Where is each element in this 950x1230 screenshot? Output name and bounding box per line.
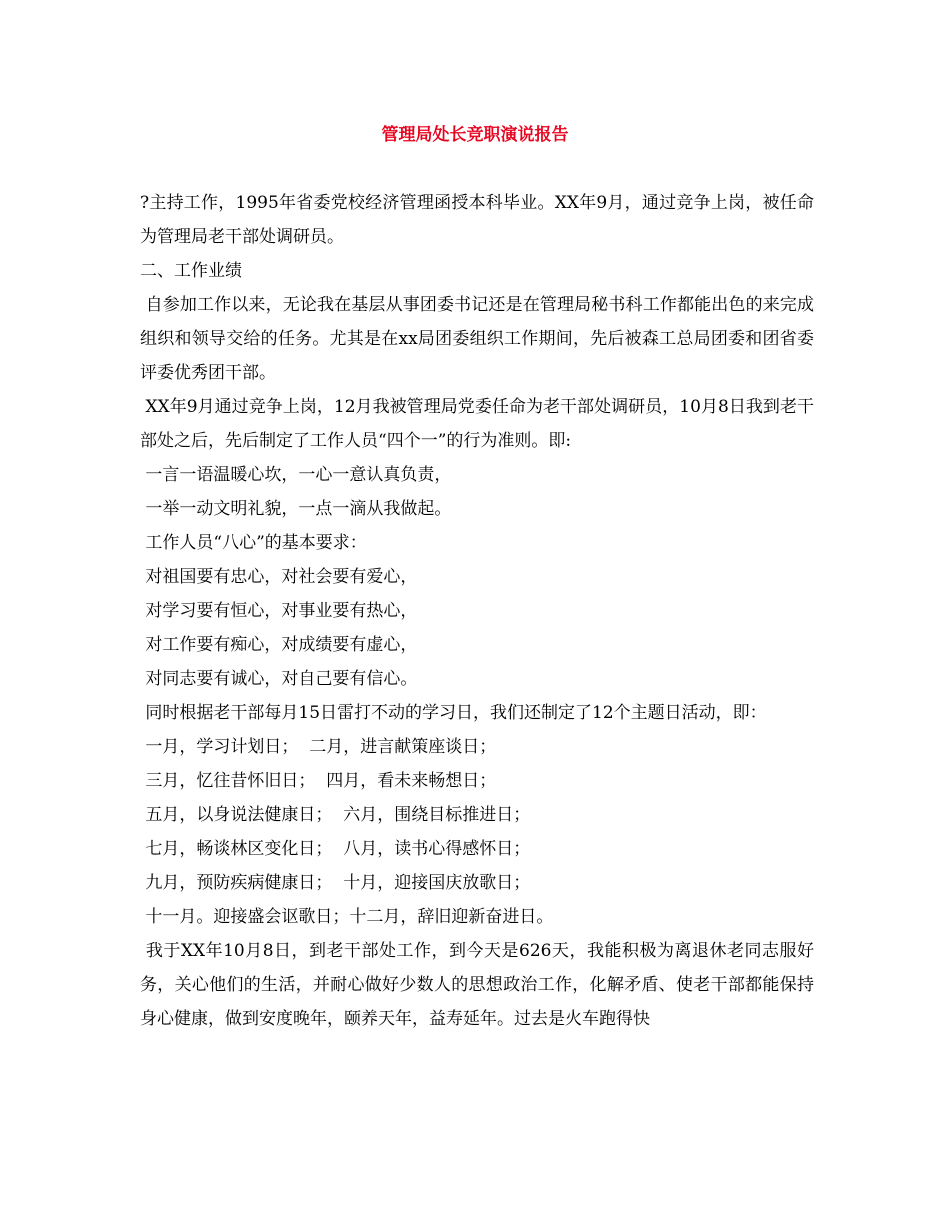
paragraph-service-record: 我于XX年10月8日，到老干部处工作，到今天是626天，我能积极为离退休老同志服好务，关心他们的生活，并耐心做好少数人的思想政治工作，化解矛盾、使老干部都能保持身心健康，做到安度晚年，颐养天年，益寿延年。过去是火车跑得快 [140, 941, 814, 1029]
theme-days-line-2: 三月，忆往昔怀旧日； 四月，看未来畅想日； [140, 771, 497, 791]
paragraph-4: XX年9月通过竞争上岗，12月我被管理局党委任命为老干部处调研员，10月8日我到老干部处之后，先后制定了工作人员“四个一”的行为准则。即: [140, 397, 814, 451]
four-ones-line-1: 一言一语温暖心坎，一心一意认真负责， [140, 465, 452, 485]
eight-hearts-line-4: 对同志要有诚心，对自己要有信心。 [140, 669, 418, 689]
theme-days-line-6: 十一月。迎接盛会讴歌日；十二月，辞旧迎新奋进日。 [140, 907, 554, 927]
four-ones-line-2: 一举一动文明礼貌，一点一滴从我做起。 [140, 499, 452, 519]
eight-hearts-line-2: 对学习要有恒心，对事业要有热心， [140, 601, 418, 621]
theme-days-intro: 同时根据老干部每月15日雷打不动的学习日，我们还制定了12个主题日活动，即： [140, 703, 767, 723]
document-title: 管理局处长竞职演说报告 [381, 125, 569, 145]
eight-hearts-line-3: 对工作要有痴心，对成绩要有虚心， [140, 635, 418, 655]
theme-days-line-5: 九月，预防疾病健康日； 十月，迎接国庆放歌日； [140, 873, 531, 893]
paragraph-1: ?主持工作，1995年省委党校经济管理函授本科毕业。XX年9月，通过竞争上岗，被任命为管理局老干部处调研员。 [140, 193, 814, 247]
paragraph-3: 自参加工作以来，无论我在基层从事团委书记还是在管理局秘书科工作都能出色的来完成组织和领导交给的任务。尤其是在xx局团委组织工作期间，先后被森工总局团委和团省委评委优秀团干部。 [140, 295, 815, 383]
theme-days-line-1: 一月，学习计划日； 二月，进言献策座谈日； [140, 737, 497, 757]
eight-hearts-heading: 工作人员“八心”的基本要求： [140, 533, 367, 553]
eight-hearts-line-1: 对祖国要有忠心，对社会要有爱心， [140, 567, 418, 587]
section-heading-work-achievements: 二、工作业绩 [140, 261, 242, 281]
theme-days-line-3: 五月，以身说法健康日； 六月，围绕目标推进日； [140, 805, 531, 825]
document-body [140, 186, 814, 1036]
theme-days-line-4: 七月，畅谈林区变化日； 八月，读书心得感怀日； [140, 839, 531, 859]
